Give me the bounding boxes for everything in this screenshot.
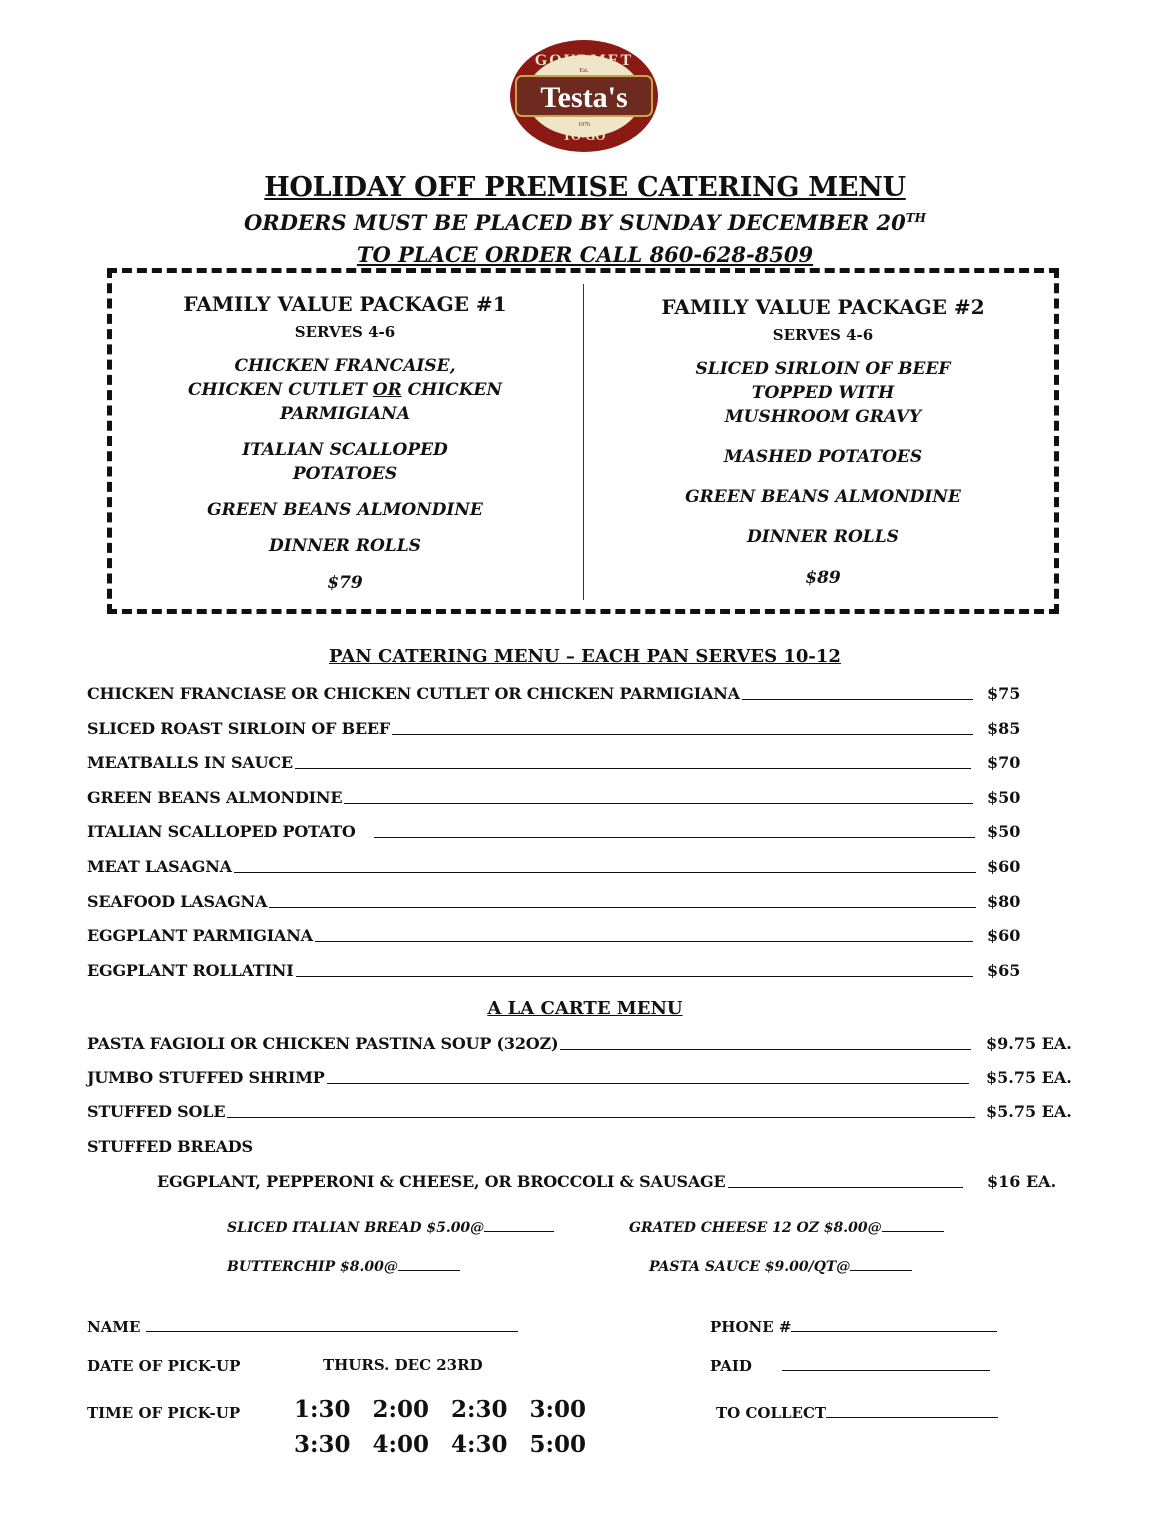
order-deadline: ORDERS MUST BE PLACED BY SUNDAY DECEMBER 20TH xyxy=(243,210,927,235)
phone-field[interactable]: PHONE # xyxy=(710,1318,997,1336)
package-2-line6: DINNER ROLLS xyxy=(747,527,899,547)
package-1-serves: SERVES 4-6 xyxy=(294,323,396,341)
logo-year: 1976 xyxy=(578,122,590,128)
package-1-line4: ITALIAN SCALLOPED xyxy=(242,440,448,460)
pickup-date-value: THURS. DEC 23RD xyxy=(323,1356,483,1374)
menu-row: GREEN BEANS ALMONDINE xyxy=(87,788,973,807)
package-1-line1: CHICKEN FRANCAISE, xyxy=(234,356,456,376)
package-2-serves: SERVES 4-6 xyxy=(772,326,874,344)
package-1-line2: CHICKEN CUTLET OR CHICKEN xyxy=(188,380,502,400)
package-1-line6: GREEN BEANS ALMONDINE xyxy=(207,500,483,520)
menu-row: ITALIAN SCALLOPED POTATO xyxy=(87,822,975,841)
extra-butterchip: BUTTERCHIP $8.00@ xyxy=(227,1259,460,1275)
menu-price: $50 xyxy=(987,822,1021,841)
package-divider xyxy=(583,284,584,600)
menu-row: MEAT LASAGNA xyxy=(87,857,976,876)
package-2-line5: GREEN BEANS ALMONDINE xyxy=(685,487,961,507)
package-2-line3: MUSHROOM GRAVY xyxy=(724,407,922,427)
menu-row: EGGPLANT, PEPPERONI & CHEESE, OR BROCCOLI & SAUSAGE xyxy=(157,1172,963,1191)
extra-sauce: PASTA SAUCE $9.00/QT@ xyxy=(649,1259,912,1275)
package-1-line7: DINNER ROLLS xyxy=(269,536,421,556)
to-collect-field[interactable]: TO COLLECT xyxy=(716,1404,998,1422)
menu-price: $50 xyxy=(987,788,1021,807)
package-1-line3: PARMIGIANA xyxy=(279,404,411,424)
paid-field[interactable]: PAID xyxy=(710,1357,990,1375)
menu-row: SEAFOOD LASAGNA xyxy=(87,892,976,911)
menu-row: JUMBO STUFFED SHRIMP xyxy=(87,1068,969,1087)
pickup-times-row1: 1:30 2:00 2:30 3:00 xyxy=(294,1396,587,1423)
extra-bread: SLICED ITALIAN BREAD $5.00@ xyxy=(227,1220,554,1236)
ala-carte-heading: A LA CARTE MENU xyxy=(487,998,683,1019)
pickup-date-label: DATE OF PICK-UP xyxy=(87,1357,241,1375)
name-field[interactable]: NAME xyxy=(87,1318,518,1336)
menu-price: $65 xyxy=(987,961,1021,980)
extra-cheese: GRATED CHEESE 12 OZ $8.00@ xyxy=(629,1220,944,1236)
logo-togo: TO-GO xyxy=(562,128,606,143)
package-2-price: $89 xyxy=(805,568,841,588)
menu-row: SLICED ROAST SIRLOIN OF BEEF xyxy=(87,719,973,738)
package-2-title: FAMILY VALUE PACKAGE #2 xyxy=(661,295,985,319)
menu-price: $70 xyxy=(987,753,1021,772)
package-2 xyxy=(603,295,1043,590)
menu-row: CHICKEN FRANCIASE OR CHICKEN CUTLET OR CHICKEN PARMIGIANA xyxy=(87,684,973,703)
logo-name: Testa's xyxy=(540,81,628,114)
logo-gourmet: GOURMET xyxy=(534,52,634,69)
package-1-line5: POTATOES xyxy=(292,464,398,484)
stuffed-breads-label: STUFFED BREADS xyxy=(87,1137,253,1156)
package-2-line1: SLICED SIRLOIN OF BEEF xyxy=(695,359,951,379)
pickup-time-label: TIME OF PICK-UP xyxy=(87,1404,241,1422)
pan-menu-heading: PAN CATERING MENU – EACH PAN SERVES 10-12 xyxy=(329,646,841,667)
menu-row: EGGPLANT PARMIGIANA xyxy=(87,926,973,945)
menu-row: PASTA FAGIOLI OR CHICKEN PASTINA SOUP (32OZ) xyxy=(87,1034,971,1053)
menu-price: $75 xyxy=(987,684,1021,703)
logo-est: Est. xyxy=(579,68,589,74)
menu-row: EGGPLANT ROLLATINI xyxy=(87,961,973,980)
menu-price: $60 xyxy=(987,926,1021,945)
menu-row: STUFFED SOLE xyxy=(87,1102,975,1121)
pickup-times-row2: 3:30 4:00 4:30 5:00 xyxy=(294,1431,587,1458)
menu-price: $80 xyxy=(987,892,1021,911)
menu-price: $5.75 EA. xyxy=(986,1068,1072,1087)
menu-price: $9.75 EA. xyxy=(986,1034,1072,1053)
package-1-title: FAMILY VALUE PACKAGE #1 xyxy=(183,292,507,316)
package-2-line4: MASHED POTATOES xyxy=(723,447,923,467)
menu-price: $85 xyxy=(987,719,1021,738)
order-phone-line: TO PLACE ORDER CALL 860-628-8509 xyxy=(356,242,814,267)
package-2-line2: TOPPED WITH xyxy=(751,383,895,403)
menu-price: $16 EA. xyxy=(987,1172,1057,1191)
menu-price: $5.75 EA. xyxy=(986,1102,1072,1121)
testas-logo xyxy=(508,38,660,154)
package-1 xyxy=(125,292,565,595)
menu-row: MEATBALLS IN SAUCE xyxy=(87,753,971,772)
menu-price: $60 xyxy=(987,857,1021,876)
page-title: HOLIDAY OFF PREMISE CATERING MENU xyxy=(264,172,906,203)
package-1-price: $79 xyxy=(327,573,363,593)
